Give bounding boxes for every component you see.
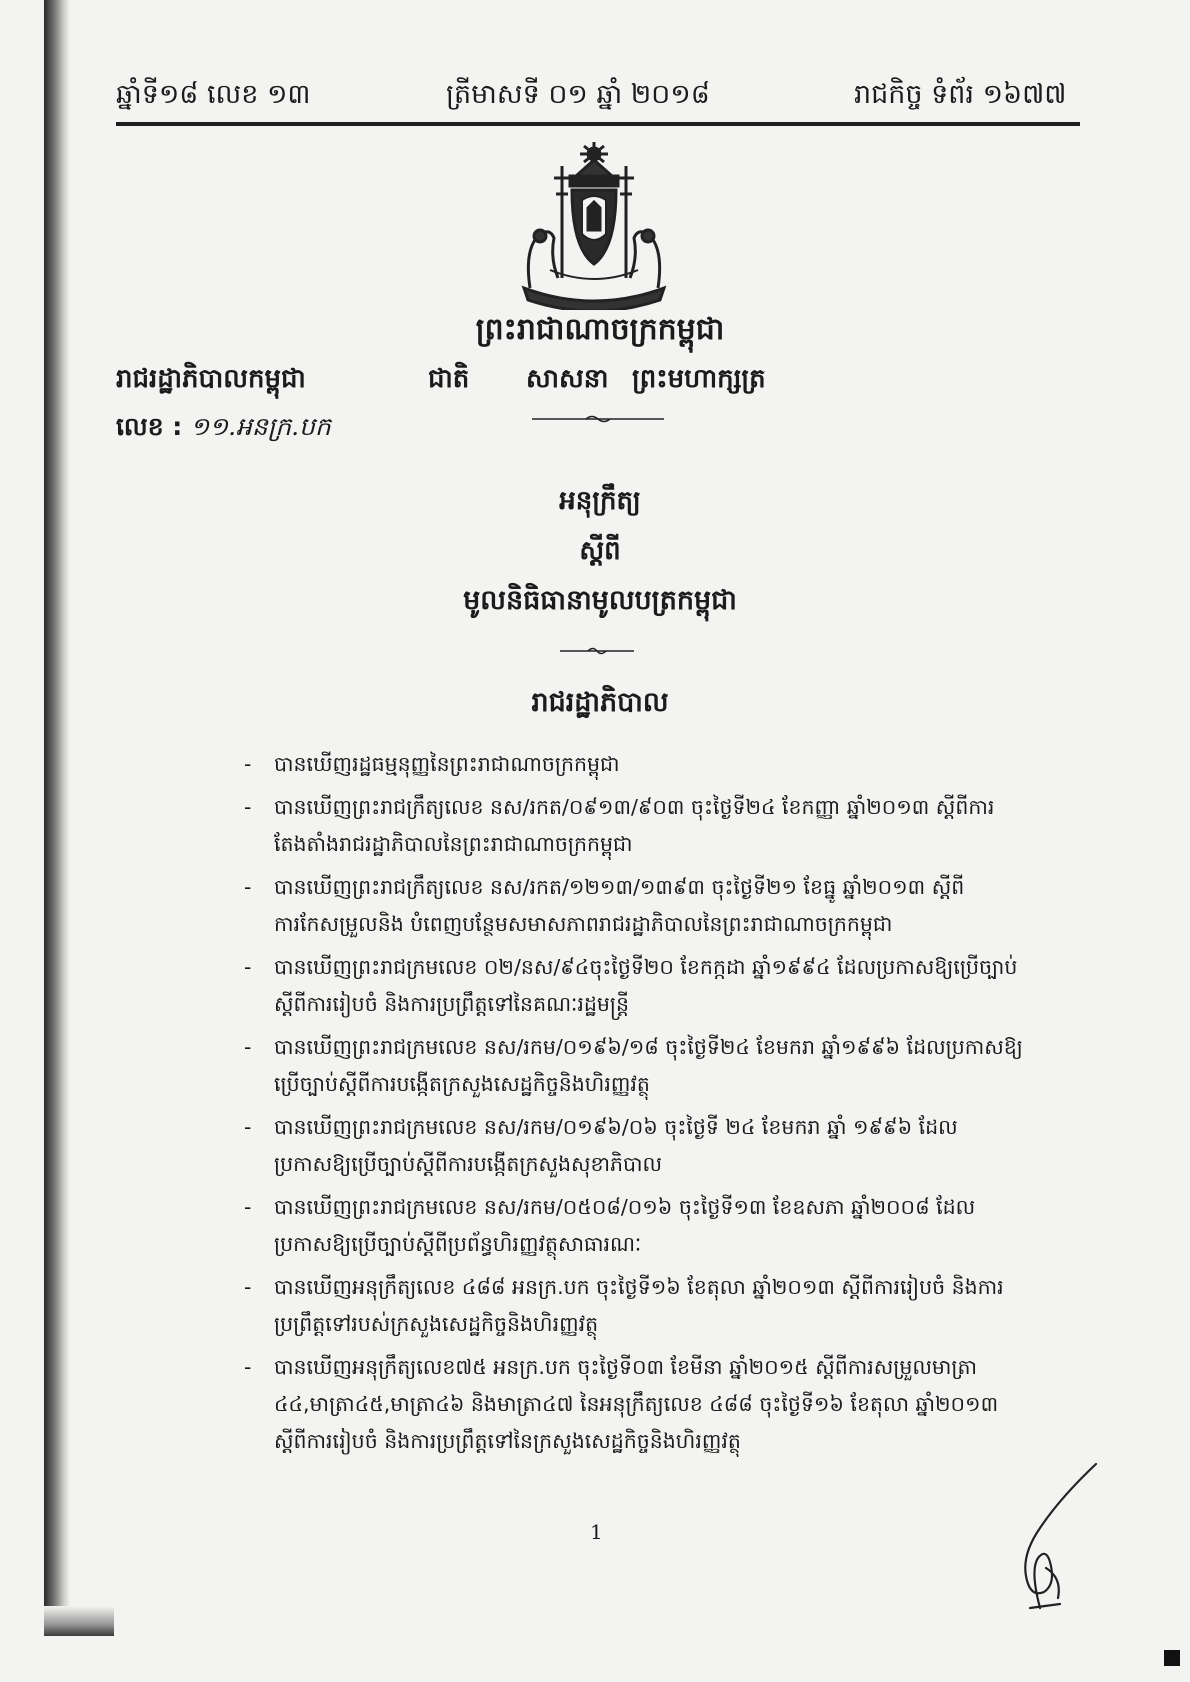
header-rule bbox=[116, 122, 1080, 126]
motto-nation: ជាតិ bbox=[428, 364, 470, 394]
government-name: រាជរដ្ឋាភិបាលកម្ពុជា bbox=[116, 364, 306, 394]
preamble-item: - បានឃើញព្រះរាជក្រមលេខ នស/រកម/០១៩៦/០៦ ចុះថ្ងៃទី ២៤ ខែមករា ឆ្នាំ ១៩៩៦ ដែលប្រកាសឱ្យប្រើច្បាប់ស្តីពីការបង្កើតក្រសួងសុខាភិបាល bbox=[244, 1109, 1024, 1183]
handwritten-signature-icon bbox=[1000, 1458, 1100, 1618]
motto-religion: សាសនា bbox=[526, 364, 609, 394]
header-quarter: ត្រីមាសទី ០១ ឆ្នាំ ២០១៨ bbox=[446, 79, 710, 110]
preamble-item: - បានឃើញអនុក្រឹត្យលេខ៧៥ អនក្រ.បក ចុះថ្ងៃទី០៣ ខែមីនា ឆ្នាំ២០១៥ ស្តីពីការសម្រួលមាត្រា ៤៤,មាត្រា៤៥,មាត្រា៤៦ និងមាត្រា៤៧ នៃអនុក្រឹត្យលេខ ៤៨៨ ចុះថ្ងៃទី១៦ ខែតុលា ឆ្នាំ២០១៣ ស្តីពីការរៀបចំ និងការប្រព្រឹត្តទៅនៃក្រសួងសេដ្ឋកិច្ចនិងហិរញ្ញវត្ថុ bbox=[244, 1349, 1024, 1460]
preamble-list bbox=[244, 746, 1024, 1466]
preamble-item: - បានឃើញព្រះរាជក្រមលេខ ០២/នស/៩៤ចុះថ្ងៃទី២០ ខែកក្កដា ឆ្នាំ១៩៩៤ ដែលប្រកាសឱ្យប្រើច្បាប់ស្តីពីការរៀបចំ និងការប្រព្រឹត្តទៅនៃគណៈរដ្ឋមន្ត្រី bbox=[244, 949, 1024, 1023]
preamble-item: - បានឃើញរដ្ឋធម្មនុញ្ញនៃព្រះរាជាណាចក្រកម្ពុជា bbox=[244, 746, 1024, 783]
kingdom-name: ព្រះរាជាណាចក្រកម្ពុជា bbox=[475, 312, 725, 347]
ornamental-divider bbox=[532, 414, 664, 424]
page-number: 1 bbox=[590, 1520, 603, 1544]
preamble-item: - បានឃើញព្រះរាជក្រមលេខ នស/រកម/០១៩៦/១៨ ចុះថ្ងៃទី២៤ ខែមករា ឆ្នាំ១៩៩៦ ដែលប្រកាសឱ្យប្រើច្បាប់ស្តីពីការបង្កើតក្រសួងសេដ្ឋកិច្ចនិងហិរញ្ញវត្ថុ bbox=[244, 1029, 1024, 1103]
scan-marker-square bbox=[1164, 1650, 1180, 1666]
gazette-header bbox=[116, 78, 1076, 118]
scan-corner-shadow bbox=[44, 1606, 114, 1636]
document-type: អនុក្រឹត្យ bbox=[559, 486, 641, 516]
document-about: ស្តីពី bbox=[579, 536, 621, 566]
issuer-heading: រាជរដ្ឋាភិបាល bbox=[531, 687, 669, 718]
preamble-item: - បានឃើញព្រះរាជក្រមលេខ នស/រកម/០៥០៨/០១៦ ចុះថ្ងៃទី១៣ ខែឧសភា ឆ្នាំ២០០៨ ដែលប្រកាសឱ្យប្រើច្បាប់ស្តីពីប្រព័ន្ធហិរញ្ញវត្ថុសាធារណៈ bbox=[244, 1189, 1024, 1263]
scan-edge-shadow bbox=[44, 0, 70, 1620]
preamble-item: - បានឃើញអនុក្រឹត្យលេខ ៤៨៨ អនក្រ.បក ចុះថ្ងៃទី១៦ ខែតុលា ឆ្នាំ២០១៣ ស្តីពីការរៀបចំ និងការប្រព្រឹត្តទៅរបស់ក្រសួងសេដ្ឋកិច្ចនិងហិរញ្ញវត្ថុ bbox=[244, 1269, 1024, 1343]
preamble-item: - បានឃើញព្រះរាជក្រឹត្យលេខ នស/រកត/០៩១៣/៩០៣ ចុះថ្ងៃទី២៤ ខែកញ្ញា ឆ្នាំ២០១៣ ស្តីពីការតែងតាំងរាជរដ្ឋាភិបាលនៃព្រះរាជាណាចក្រកម្ពុជា bbox=[244, 789, 1024, 863]
preamble-item: - បានឃើញព្រះរាជក្រឹត្យលេខ នស/រកត/១២១៣/១៣៩៣ ចុះថ្ងៃទី២១ ខែធ្នូ ឆ្នាំ២០១៣ ស្តីពីការកែសម្រួលនិង បំពេញបន្ថែមសមាសភាពរាជរដ្ឋាភិបាលនៃព្រះរាជាណាចក្រកម្ពុជា bbox=[244, 869, 1024, 943]
motto-king: ព្រះមហាក្សត្រ bbox=[632, 364, 766, 394]
document-subject: មូលនិធិធានាមូលបត្រកម្ពុជា bbox=[463, 585, 737, 616]
ornamental-divider-small bbox=[560, 646, 634, 656]
document-number bbox=[116, 412, 331, 448]
doc-number-value: ១១.អនក្រ.បក bbox=[190, 412, 331, 441]
royal-coat-of-arms-icon bbox=[510, 138, 678, 310]
doc-number-label: លេខ : bbox=[116, 412, 183, 441]
header-page: រាជកិច្ច ទំព័រ ១៦៧៧ bbox=[854, 79, 1067, 110]
header-issue: ឆ្នាំទី១៨ លេខ ១៣ bbox=[116, 79, 311, 110]
